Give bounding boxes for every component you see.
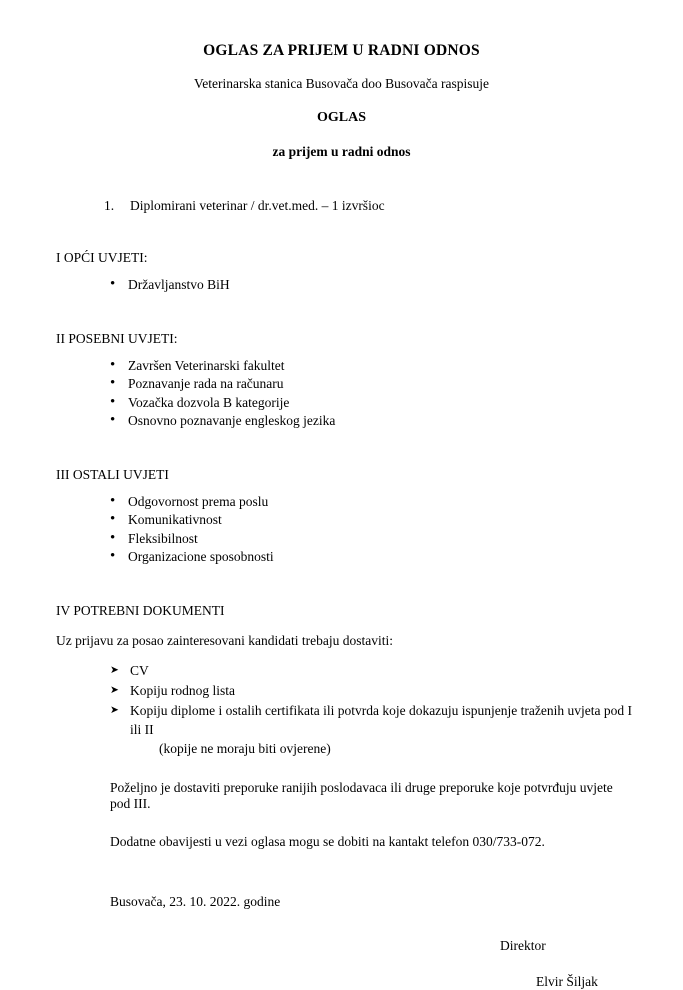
documents-intro: Uz prijavu za posao zainteresovani kandidati trebaju dostaviti: [56, 632, 394, 648]
section-list-opci-uvjeti [48, 276, 635, 295]
list-item: ➤ Kopiju rodnog lista [110, 681, 635, 700]
list-item: • Odgovornost prema poslu [110, 493, 635, 512]
date-line: Busovača, 23. 10. 2022. godine [110, 893, 281, 909]
list-item: • Državljanstvo BiH [110, 276, 635, 295]
list-item: • Fleksibilnost [110, 530, 635, 549]
position-text: Diplomirani veterinar / dr.vet.med. – 1 izvršioc [130, 198, 385, 213]
list-item: • Osnovno poznavanje engleskog jezika [110, 412, 635, 431]
list-item: • Poznavanje rada na računaru [110, 375, 635, 394]
page-title: OGLAS ZA PRIJEM U RADNI ODNOS [203, 42, 480, 59]
section-heading-opci-uvjeti: I OPĆI UVJETI: [56, 250, 148, 265]
list-item: • Završen Veterinarski fakultet [110, 357, 635, 376]
section-heading-potrebni-dokumenti: IV POTREBNI DOKUMENTI [56, 602, 225, 618]
section-heading-ostali-uvjeti: III OSTALI UVJETI [56, 466, 169, 482]
signature-role: Direktor [500, 937, 546, 953]
documents-list [48, 661, 635, 758]
list-item: • Vozačka dozvola B kategorije [110, 394, 635, 413]
signature-name: Elvir Šiljak [536, 973, 598, 989]
note-contact: Dodatne obavijesti u vezi oglasa mogu se dobiti na kantakt telefon 030/733-072. [110, 833, 545, 849]
note-recommendations: Poželjno je dostaviti preporuke ranijih poslodavaca ili druge preporuke koje potvrđuju uvjete pod III. [110, 779, 613, 811]
heading-oglas: OGLAS [316, 110, 366, 125]
list-item-subtext: (kopije ne moraju biti ovjerene) [159, 740, 331, 756]
section-list-ostali-uvjeti [48, 493, 635, 567]
list-item: ➤ CV [110, 661, 635, 680]
document-subtitle: Veterinarska stanica Busovača doo Busovača raspisuje [193, 76, 490, 91]
list-item-text: Kopiju diplome i ostalih certifikata ili potvrda koje dokazuju ispunjenje traženih uvjeta pod I ili II [130, 702, 632, 737]
position-listing [48, 198, 635, 214]
position-number: 1. [104, 198, 115, 213]
list-item: • Organizacione sposobnosti [110, 548, 635, 567]
signature-block [48, 938, 635, 990]
list-item [110, 701, 635, 758]
section-list-posebni-uvjeti [48, 357, 635, 431]
list-item: • Komunikativnost [110, 511, 635, 530]
section-heading-posebni-uvjeti: II POSEBNI UVJETI: [56, 330, 178, 346]
heading-subtitle: za prijem u radni odnos [272, 144, 411, 159]
